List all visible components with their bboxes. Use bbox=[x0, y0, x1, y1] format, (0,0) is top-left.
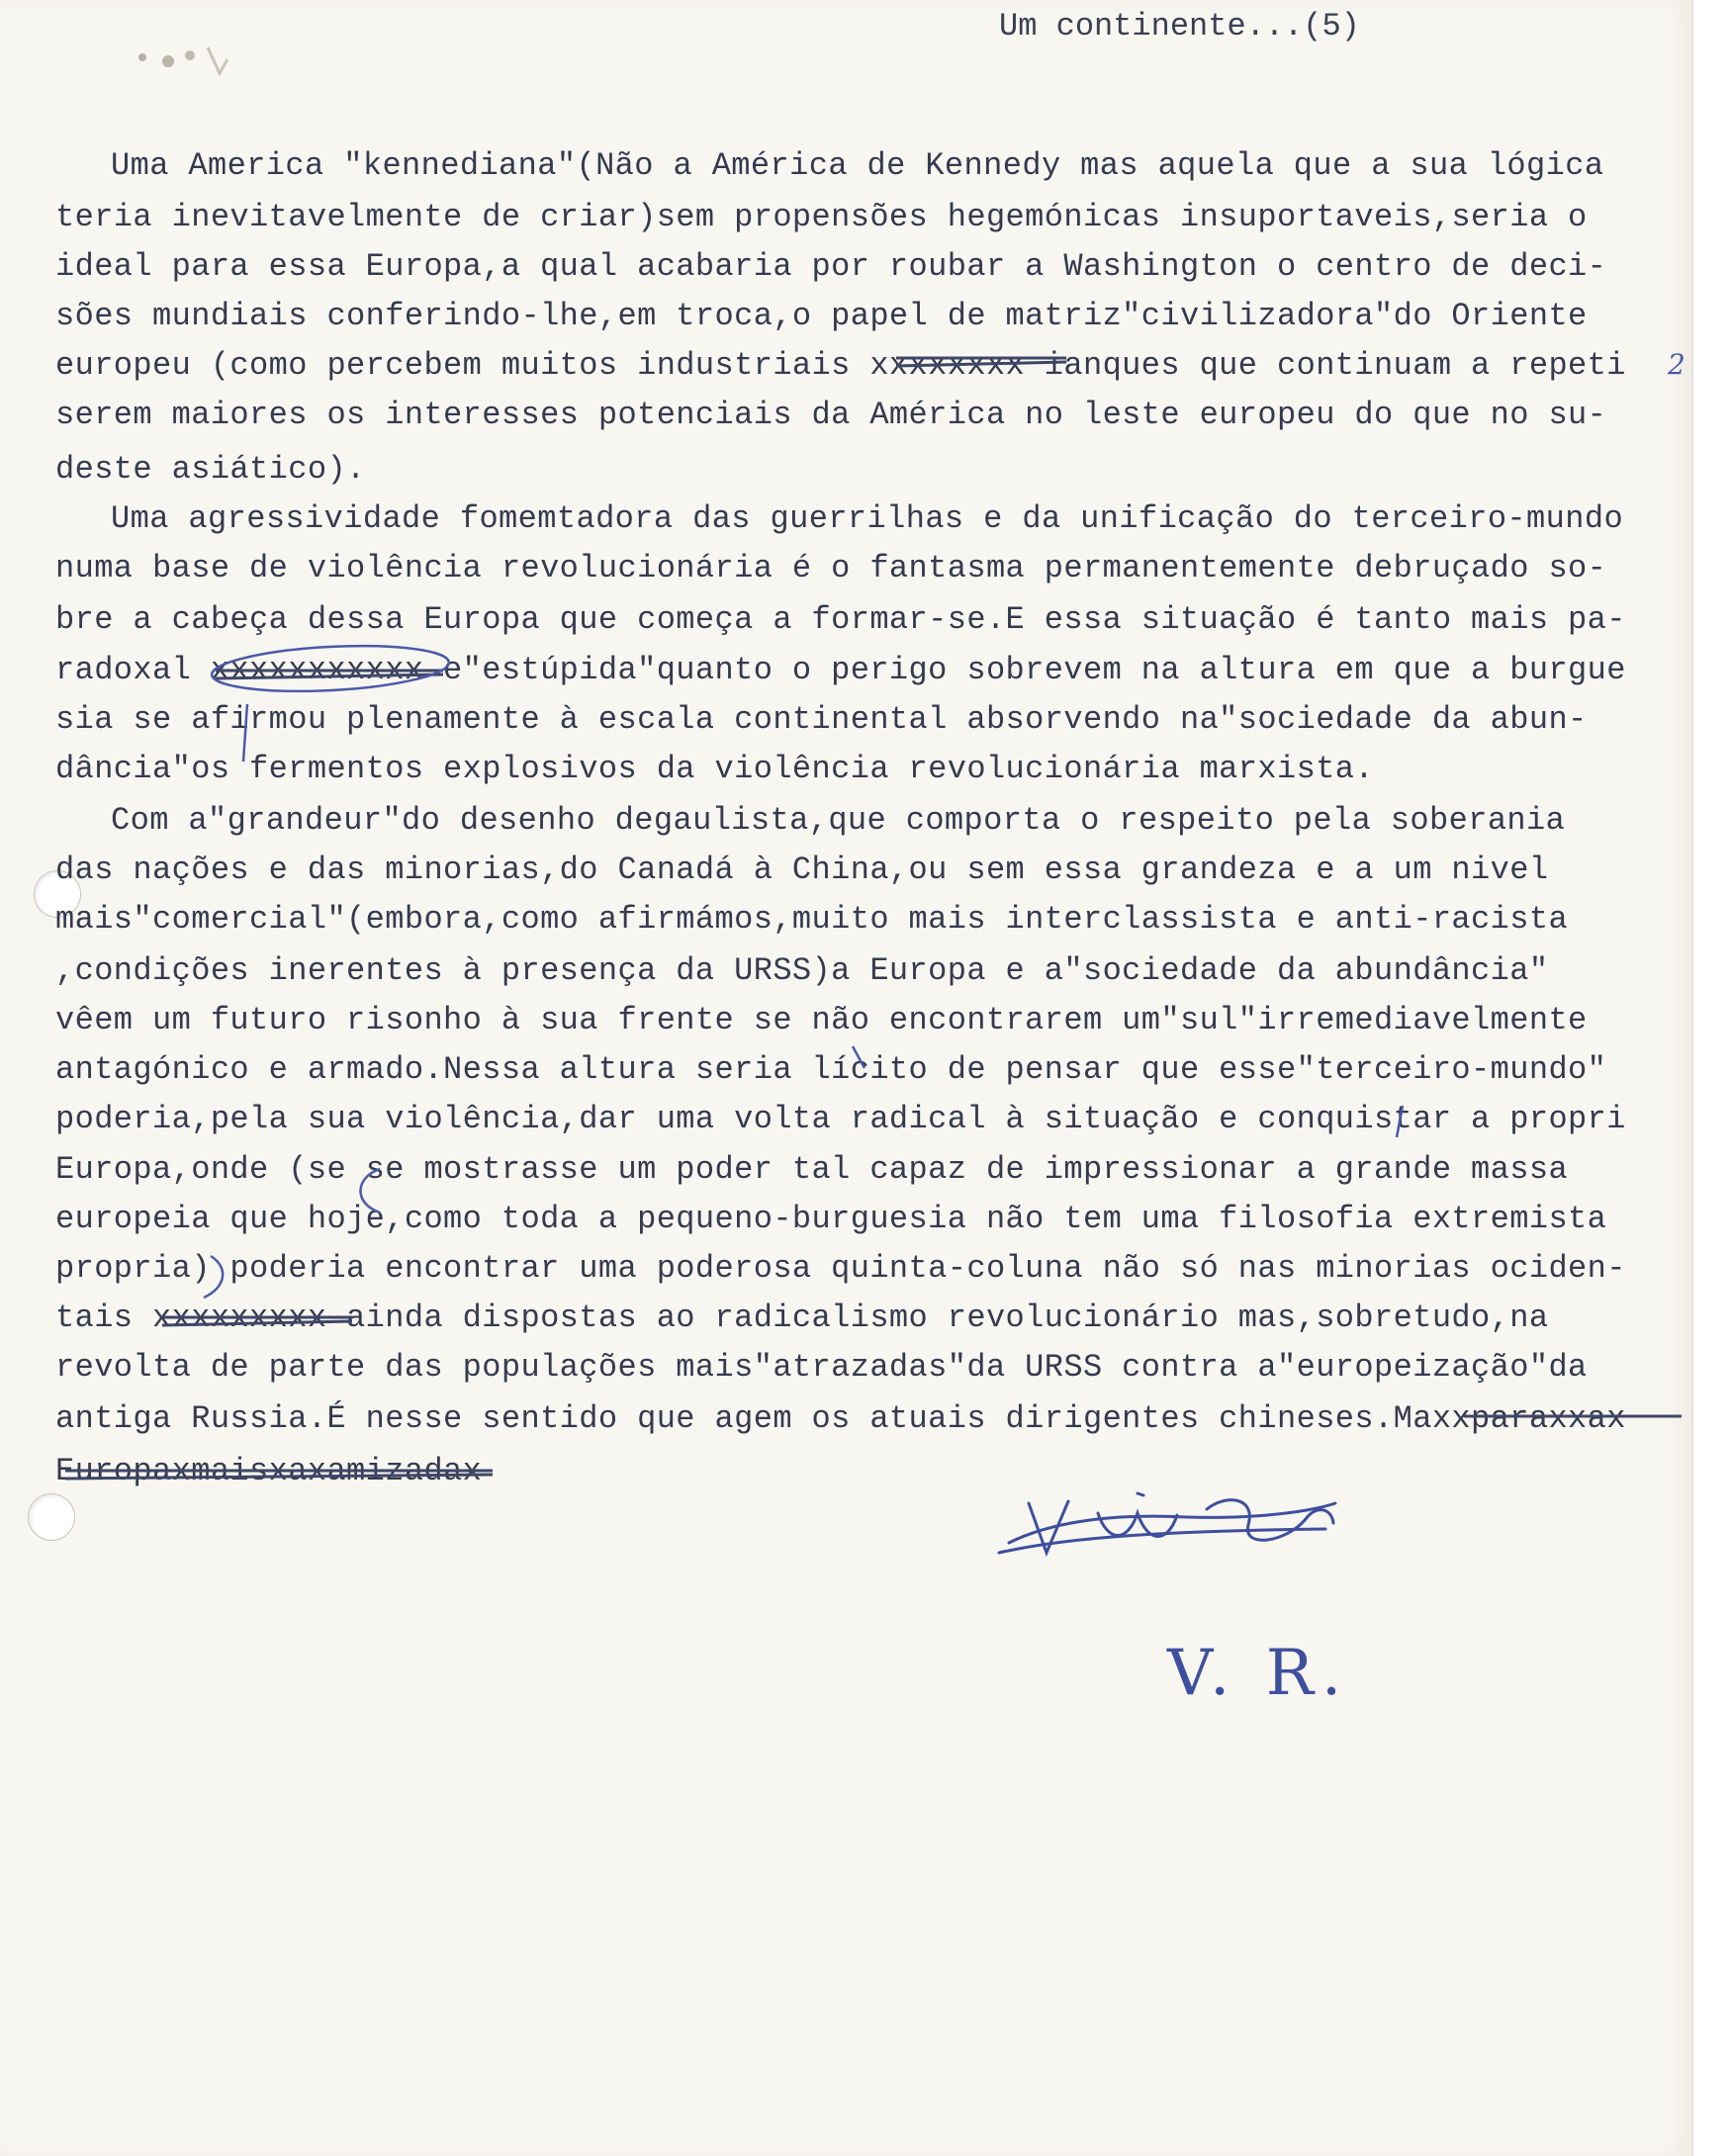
typed-line: radoxal xxxxxxxxxxx e"estúpida"quanto o perigo sobrevem na altura em que a burgue bbox=[55, 652, 1626, 688]
typed-line: vêem um futuro risonho à sua frente se não encontrarem um"sul"irremediavelmente bbox=[55, 1002, 1588, 1038]
typed-line: dância"os fermentos explosivos da violência revolucionária marxista. bbox=[55, 751, 1375, 787]
typed-line: teria inevitavelmente de criar)sem propensões hegemónicas insuportaveis,seria o bbox=[55, 199, 1588, 235]
page-header: Um continente...(5) bbox=[999, 8, 1360, 45]
handwritten-signature bbox=[989, 1474, 1355, 1572]
typed-line: serem maiores os interesses potenciais da América no leste europeu do que no su- bbox=[55, 397, 1607, 433]
typed-line: sões mundiais conferindo-lhe,em troca,o papel de matriz"civilizadora"do Oriente bbox=[55, 298, 1588, 334]
typed-line: das nações e das minorias,do Canadá à China,ou sem essa grandeza e a um nivel bbox=[55, 852, 1549, 888]
typed-line: antagónico e armado.Nessa altura seria lícito de pensar que esse"terceiro-mundo" bbox=[55, 1051, 1607, 1088]
punch-hole bbox=[28, 1493, 75, 1541]
margin-note: 2 bbox=[1668, 348, 1685, 381]
typed-line: propria) poderia encontrar uma poderosa quinta-coluna não só nas minorias ociden- bbox=[55, 1250, 1626, 1287]
typed-line: Uma America "kennediana"(Não a América de Kennedy mas aquela que a sua lógica bbox=[111, 147, 1604, 184]
typed-line: Com a"grandeur"do desenho degaulista,que comporta o respeito pela soberania bbox=[111, 802, 1566, 839]
typed-line: antiga Russia.É nesse sentido que agem os atuais dirigentes chineses.Maxxparaxxax bbox=[55, 1400, 1626, 1437]
typed-line: bre a cabeça dessa Europa que começa a formar-se.E essa situação é tanto mais pa- bbox=[55, 601, 1626, 638]
typed-line: europeia que hoje,como toda a pequeno-burguesia não tem uma filosofia extremista bbox=[55, 1201, 1607, 1237]
typed-line: deste asiático). bbox=[55, 451, 366, 488]
typed-line: tais xxxxxxxxx ainda dispostas ao radicalismo revolucionário mas,sobretudo,na bbox=[55, 1300, 1549, 1336]
typed-line: numa base de violência revolucionária é o fantasma permanentemente debruçado so- bbox=[55, 550, 1607, 586]
typed-line: Uma agressividade fomemtadora das guerrilhas e da unificação do terceiro-mundo bbox=[111, 500, 1624, 537]
typed-line: revolta de parte das populações mais"atrazadas"da URSS contra a"europeização"da bbox=[55, 1349, 1588, 1386]
typed-line: poderia,pela sua violência,dar uma volta radical à situação e conquistar a propri bbox=[55, 1101, 1626, 1137]
initials: V. R. bbox=[1167, 1637, 1350, 1710]
typed-line: ideal para essa Europa,a qual acabaria por roubar a Washington o centro de deci- bbox=[55, 248, 1607, 285]
typed-line: ,condições inerentes à presença da URSS)a Europa e a"sociedade da abundância" bbox=[55, 952, 1549, 989]
typed-line: mais"comercial"(embora,como afirmámos,muito mais interclassista e anti-racista bbox=[55, 901, 1569, 938]
typed-line: Europa,onde (se se mostrasse um poder tal capaz de impressionar a grande massa bbox=[55, 1151, 1569, 1188]
ink-stain bbox=[129, 38, 247, 87]
typed-line: europeu (como percebem muitos industriais xxxxxxxx ianques que continuam a repeti bbox=[55, 347, 1626, 384]
typed-line: sia se afirmou plenamente à escala continental absorvendo na"sociedade da abun- bbox=[55, 701, 1588, 738]
typed-line: Europaxmaisxaxamizadax bbox=[55, 1453, 483, 1489]
